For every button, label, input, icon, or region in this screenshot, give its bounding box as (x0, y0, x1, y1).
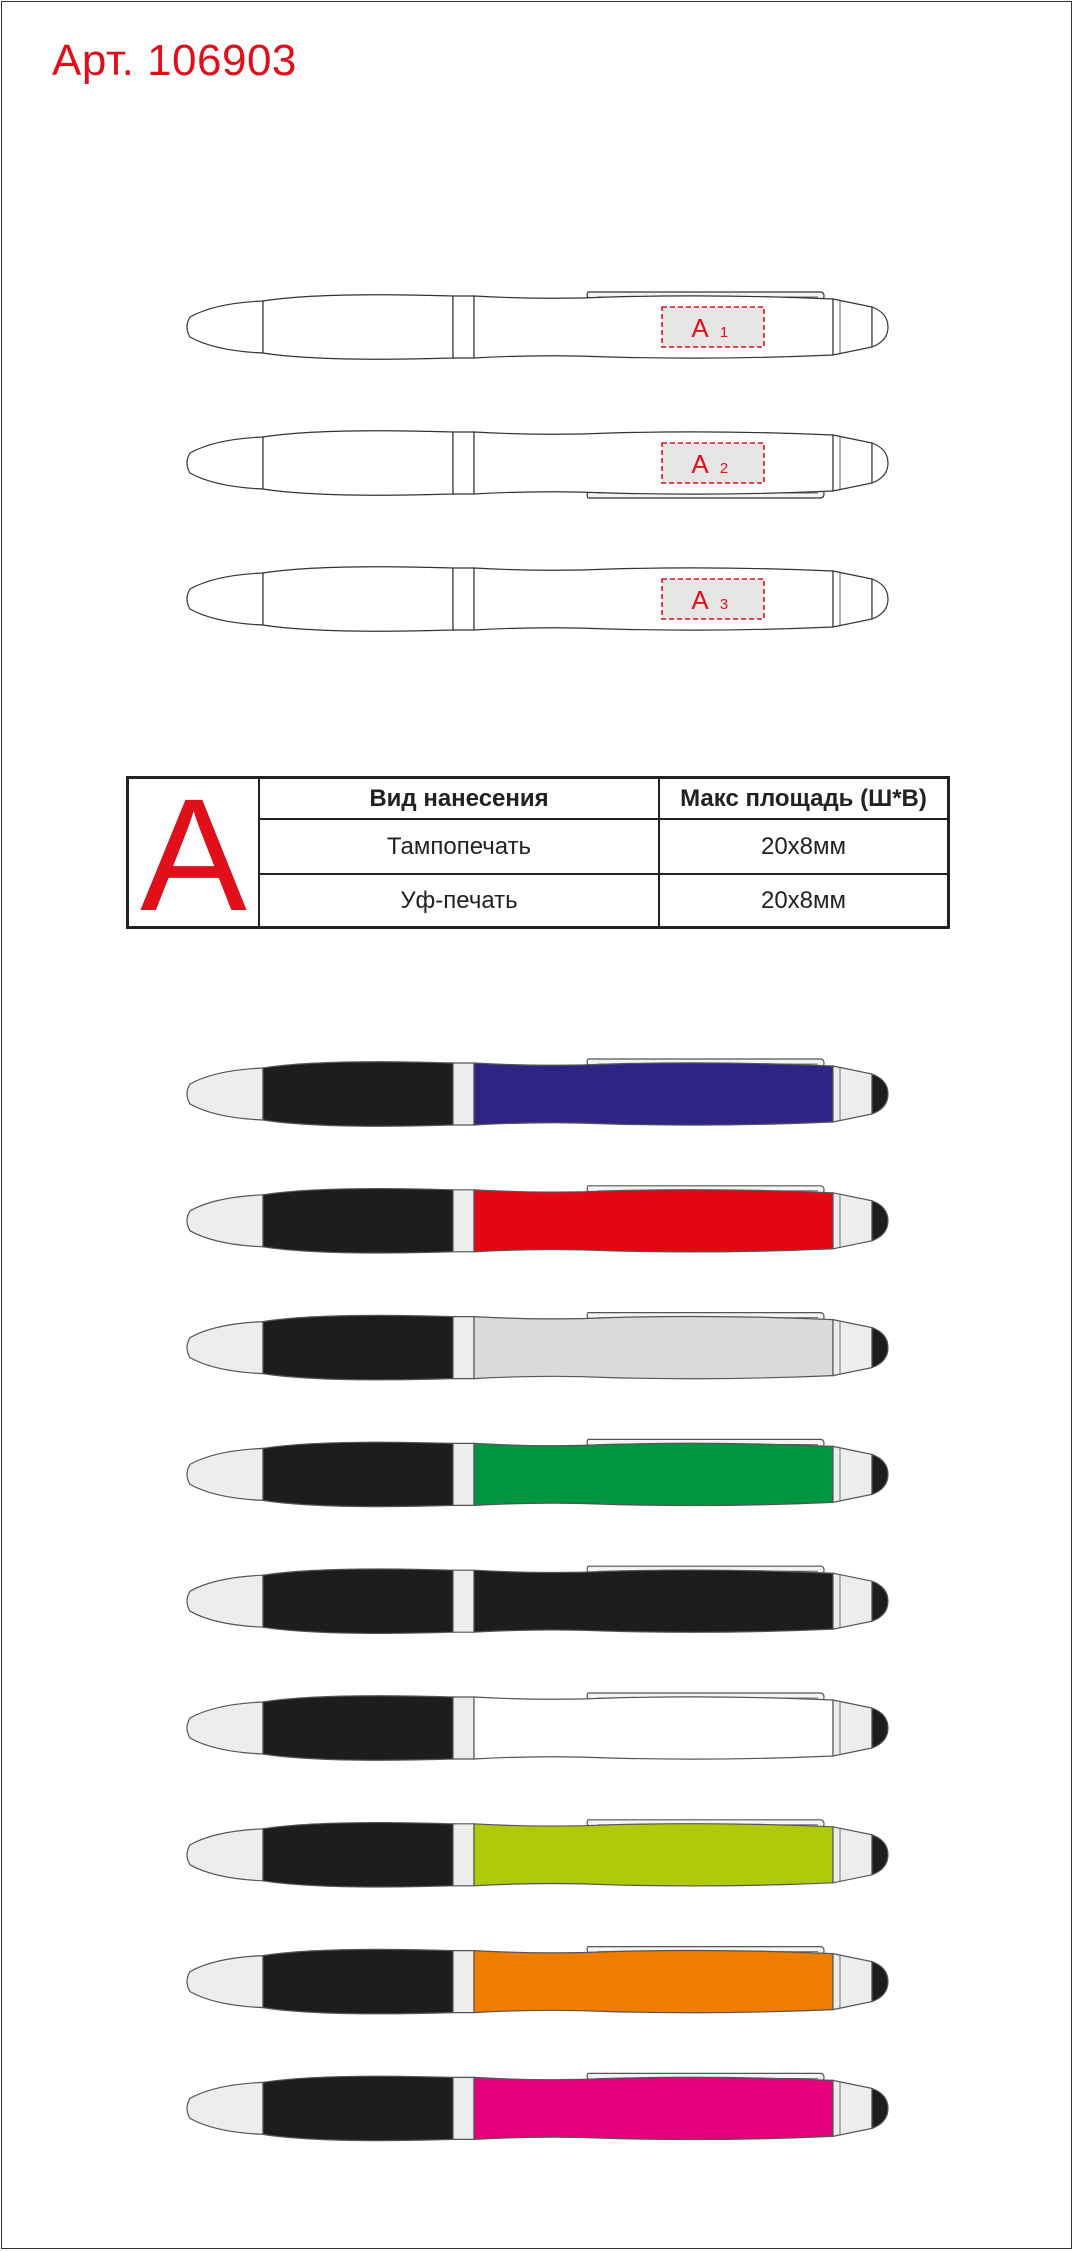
pen-tip (187, 1195, 263, 1247)
pen-ring (453, 1317, 474, 1379)
pen-end (833, 1446, 872, 1502)
pen-tip (187, 1702, 263, 1754)
pen-tip (187, 1068, 263, 1120)
row-method: Уф-печать (260, 875, 660, 926)
pen-grip (263, 1823, 453, 1887)
pen-end (833, 1573, 872, 1629)
pen-barrel (474, 1316, 833, 1378)
print-area-label: A (691, 449, 709, 479)
pen-grip (263, 1062, 453, 1126)
pen-barrel (474, 2077, 833, 2139)
pen-tip (187, 1829, 263, 1881)
pen-barrel (474, 1570, 833, 1632)
pen-barrel (474, 1443, 833, 1505)
pen-ring (453, 1443, 474, 1505)
header-method: Вид нанесения (260, 779, 660, 820)
pen-grey (187, 1313, 888, 1380)
pen-grip (263, 1442, 453, 1506)
print-area-index: 1 (719, 324, 729, 341)
article-title: Арт. 106903 (52, 36, 297, 85)
pen-white (187, 1693, 888, 1760)
pen-barrel (474, 1063, 833, 1125)
pen-grip (263, 1696, 453, 1760)
pen-barrel (474, 1697, 833, 1759)
pen-stylus (872, 1074, 888, 1114)
pen-grip (263, 1949, 453, 2013)
pen-stylus (872, 1962, 888, 2002)
pen-black (187, 1566, 888, 1633)
pen-red (187, 1186, 888, 1253)
pen-ring (453, 1190, 474, 1252)
pen-grip (263, 1315, 453, 1379)
pen-stylus (872, 1581, 888, 1621)
pen-end (833, 1066, 872, 1122)
pen-ring (453, 1951, 474, 2013)
row-size: 20x8мм (760, 886, 847, 914)
pen-stylus (872, 2088, 888, 2128)
pen-lime (187, 1820, 888, 1887)
pen-end (833, 1193, 872, 1249)
pen-pink (187, 2073, 888, 2140)
pen-ring (453, 2077, 474, 2139)
pen-stylus (872, 1454, 888, 1494)
print-area-label: A (691, 585, 709, 615)
pen-barrel (474, 1824, 833, 1886)
pen-ring (453, 1063, 474, 1125)
pen-end (833, 2080, 872, 2136)
pen-barrel (474, 1950, 833, 2012)
pen-tip (187, 1956, 263, 2008)
print-area-label: A (691, 313, 709, 343)
pen-tip (187, 1322, 263, 1374)
pen-grip (263, 1569, 453, 1633)
pen-stylus (872, 1328, 888, 1368)
pen-ring (453, 1570, 474, 1632)
print-area-index: 2 (719, 460, 729, 477)
pen-grip (263, 2076, 453, 2140)
pen-ring (453, 1697, 474, 1759)
pen-tip (187, 2082, 263, 2134)
pen-grip (263, 1189, 453, 1253)
pen-barrel (474, 1190, 833, 1252)
pen-end (833, 1320, 872, 1376)
header-max-area: Макс площадь (Ш*В) (660, 779, 947, 820)
pen-end (833, 1954, 872, 2010)
pen-stylus (872, 1835, 888, 1875)
pen-tip (187, 1575, 263, 1627)
row-method: Тампопечать (260, 820, 660, 875)
pen-stylus (872, 1201, 888, 1241)
pen-tip (187, 1448, 263, 1500)
pen-blue (187, 1059, 888, 1126)
pen-green (187, 1439, 888, 1506)
pen-ring (453, 1824, 474, 1886)
print-area-index: 3 (719, 596, 729, 613)
pen-orange (187, 1947, 888, 2014)
area-letter: A (140, 765, 247, 944)
pen-end (833, 1827, 872, 1883)
pen-stylus (872, 1708, 888, 1748)
row-size: 20x8мм (660, 820, 947, 875)
pen-end (833, 1700, 872, 1756)
